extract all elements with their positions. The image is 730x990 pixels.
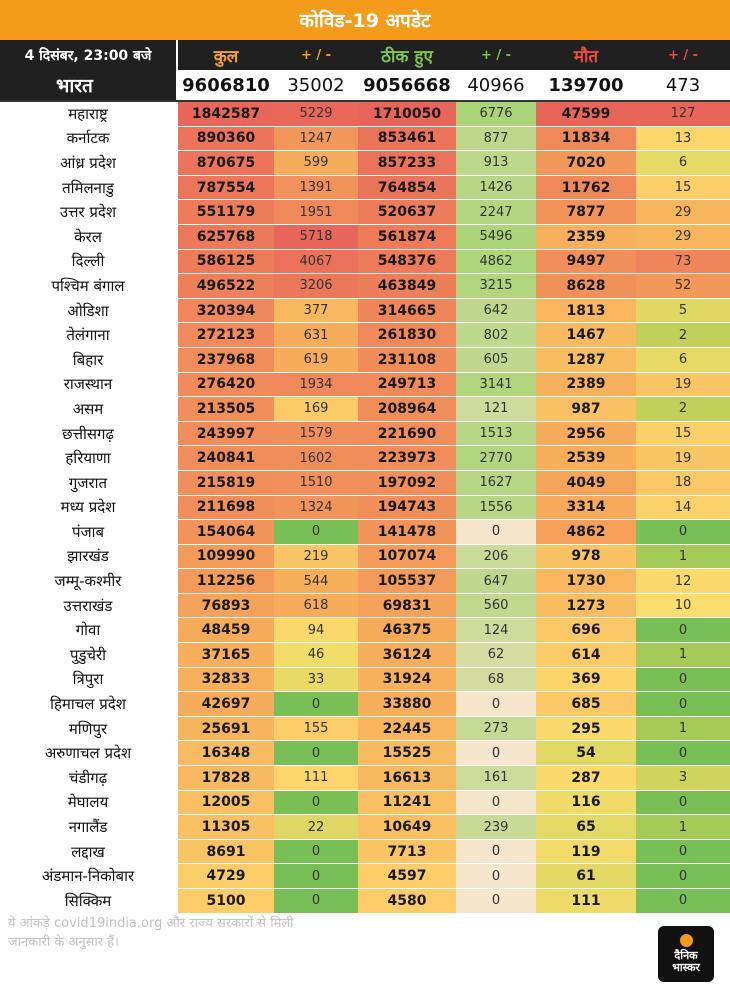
state-deaths: 11762 xyxy=(536,176,636,200)
state-total-change: 631 xyxy=(274,323,358,347)
state-deaths-change: 14 xyxy=(636,496,730,520)
logo-line1: दैनिक xyxy=(674,949,698,962)
state-deaths-change: 29 xyxy=(636,200,730,224)
state-total: 211698 xyxy=(178,496,274,520)
state-recovered-change: 3215 xyxy=(456,274,536,298)
state-recovered-change: 273 xyxy=(456,717,536,741)
state-recovered: 221690 xyxy=(358,422,456,446)
state-total: 276420 xyxy=(178,373,274,397)
state-total: 237968 xyxy=(178,348,274,372)
state-deaths: 987 xyxy=(536,397,636,421)
state-total: 586125 xyxy=(178,250,274,274)
table-header-row xyxy=(0,40,730,70)
state-deaths: 4862 xyxy=(536,520,636,544)
state-total: 76893 xyxy=(178,594,274,618)
state-deaths-change: 0 xyxy=(636,864,730,888)
state-deaths: 65 xyxy=(536,815,636,839)
state-recovered: 4580 xyxy=(358,889,456,913)
state-recovered: 314665 xyxy=(358,299,456,323)
state-name: जम्मू-कश्मीर xyxy=(0,569,178,593)
state-total: 240841 xyxy=(178,446,274,470)
state-name: अंडमान-निकोबार xyxy=(0,864,178,888)
state-total-change: 0 xyxy=(274,741,358,765)
state-name: हिमाचल प्रदेश xyxy=(0,692,178,716)
state-deaths: 47599 xyxy=(536,102,636,126)
table-row xyxy=(0,250,730,275)
covid-table xyxy=(0,40,730,914)
table-row xyxy=(0,225,730,250)
state-deaths-change: 0 xyxy=(636,741,730,765)
state-total-change: 1324 xyxy=(274,496,358,520)
state-total-change: 219 xyxy=(274,545,358,569)
state-total: 25691 xyxy=(178,717,274,741)
table-row xyxy=(0,741,730,766)
page-title: कोविड-19 अपडेट xyxy=(0,0,730,40)
state-total: 109990 xyxy=(178,545,274,569)
table-row xyxy=(0,815,730,840)
state-total-change: 5229 xyxy=(274,102,358,126)
state-total-change: 94 xyxy=(274,618,358,642)
state-name: बिहार xyxy=(0,348,178,372)
state-deaths-change: 1 xyxy=(636,717,730,741)
state-recovered: 46375 xyxy=(358,618,456,642)
state-name: राजस्थान xyxy=(0,373,178,397)
state-recovered: 31924 xyxy=(358,668,456,692)
total-change-header: + / - xyxy=(300,47,332,63)
state-recovered-change: 6776 xyxy=(456,102,536,126)
state-deaths: 287 xyxy=(536,766,636,790)
deaths-change-header: + / - xyxy=(667,47,699,63)
state-total-change: 111 xyxy=(274,766,358,790)
state-name: ओडिशा xyxy=(0,299,178,323)
recovered-change-header: + / - xyxy=(480,47,512,63)
state-total: 215819 xyxy=(178,471,274,495)
state-recovered: 141478 xyxy=(358,520,456,544)
state-total: 48459 xyxy=(178,618,274,642)
state-recovered: 107074 xyxy=(358,545,456,569)
state-name: महाराष्ट्र xyxy=(0,102,178,126)
state-recovered: 11241 xyxy=(358,791,456,815)
state-total: 154064 xyxy=(178,520,274,544)
state-deaths-change: 1 xyxy=(636,643,730,667)
state-deaths: 3314 xyxy=(536,496,636,520)
state-total: 12005 xyxy=(178,791,274,815)
state-recovered-change: 1556 xyxy=(456,496,536,520)
table-row xyxy=(0,348,730,373)
table-row xyxy=(0,176,730,201)
state-recovered: 69831 xyxy=(358,594,456,618)
state-deaths: 1730 xyxy=(536,569,636,593)
state-deaths-change: 2 xyxy=(636,397,730,421)
state-recovered-change: 0 xyxy=(456,840,536,864)
state-name: पश्चिम बंगाल xyxy=(0,274,178,298)
state-deaths: 61 xyxy=(536,864,636,888)
table-row xyxy=(0,151,730,176)
state-deaths: 369 xyxy=(536,668,636,692)
state-deaths: 54 xyxy=(536,741,636,765)
table-row xyxy=(0,397,730,422)
state-recovered: 194743 xyxy=(358,496,456,520)
state-name: झारखंड xyxy=(0,545,178,569)
state-recovered: 249713 xyxy=(358,373,456,397)
state-total-change: 1391 xyxy=(274,176,358,200)
state-recovered-change: 1513 xyxy=(456,422,536,446)
table-row xyxy=(0,889,730,914)
state-deaths-change: 0 xyxy=(636,791,730,815)
state-deaths: 7020 xyxy=(536,151,636,175)
state-total-change: 1951 xyxy=(274,200,358,224)
state-name: आंध्र प्रदेश xyxy=(0,151,178,175)
state-recovered-change: 560 xyxy=(456,594,536,618)
state-deaths-change: 0 xyxy=(636,520,730,544)
state-total-change: 599 xyxy=(274,151,358,175)
state-recovered: 1710050 xyxy=(358,102,456,126)
state-recovered-change: 913 xyxy=(456,151,536,175)
state-deaths: 1273 xyxy=(536,594,636,618)
state-name: लद्दाख xyxy=(0,840,178,864)
state-deaths: 696 xyxy=(536,618,636,642)
state-recovered-change: 161 xyxy=(456,766,536,790)
table-row xyxy=(0,299,730,324)
state-total-change: 0 xyxy=(274,889,358,913)
state-name: चंडीगढ़ xyxy=(0,766,178,790)
state-recovered: 33880 xyxy=(358,692,456,716)
state-deaths-change: 6 xyxy=(636,151,730,175)
state-total-change: 1934 xyxy=(274,373,358,397)
state-deaths-change: 15 xyxy=(636,422,730,446)
state-deaths: 2956 xyxy=(536,422,636,446)
state-recovered: 231108 xyxy=(358,348,456,372)
state-total: 11305 xyxy=(178,815,274,839)
state-total-change: 1247 xyxy=(274,127,358,151)
table-row xyxy=(0,520,730,545)
state-recovered: 520637 xyxy=(358,200,456,224)
national-deaths: 139700 xyxy=(548,74,624,96)
state-total: 551179 xyxy=(178,200,274,224)
state-recovered: 261830 xyxy=(358,323,456,347)
state-recovered: 105537 xyxy=(358,569,456,593)
state-total: 42697 xyxy=(178,692,274,716)
state-deaths: 978 xyxy=(536,545,636,569)
state-total: 17828 xyxy=(178,766,274,790)
state-deaths: 2359 xyxy=(536,225,636,249)
state-deaths-change: 6 xyxy=(636,348,730,372)
state-deaths-change: 12 xyxy=(636,569,730,593)
state-deaths-change: 15 xyxy=(636,176,730,200)
state-recovered: 223973 xyxy=(358,446,456,470)
state-recovered-change: 239 xyxy=(456,815,536,839)
table-row xyxy=(0,422,730,447)
state-recovered-change: 1627 xyxy=(456,471,536,495)
state-total-change: 544 xyxy=(274,569,358,593)
state-deaths-change: 18 xyxy=(636,471,730,495)
logo-line2: भास्कर xyxy=(672,961,700,974)
table-row xyxy=(0,618,730,643)
state-total-change: 3206 xyxy=(274,274,358,298)
state-total: 272123 xyxy=(178,323,274,347)
state-deaths-change: 5 xyxy=(636,299,730,323)
state-recovered: 15525 xyxy=(358,741,456,765)
state-recovered-change: 877 xyxy=(456,127,536,151)
state-name: असम xyxy=(0,397,178,421)
state-recovered: 764854 xyxy=(358,176,456,200)
state-total: 32833 xyxy=(178,668,274,692)
state-recovered: 208964 xyxy=(358,397,456,421)
state-recovered: 197092 xyxy=(358,471,456,495)
state-deaths-change: 10 xyxy=(636,594,730,618)
state-deaths-change: 0 xyxy=(636,618,730,642)
table-row xyxy=(0,668,730,693)
state-name: मध्य प्रदेश xyxy=(0,496,178,520)
national-recovered-change: 40966 xyxy=(467,74,525,96)
state-total-change: 1510 xyxy=(274,471,358,495)
state-deaths: 4049 xyxy=(536,471,636,495)
state-total-change: 0 xyxy=(274,840,358,864)
state-deaths-change: 73 xyxy=(636,250,730,274)
state-name: तेलंगाना xyxy=(0,323,178,347)
state-name: उत्तर प्रदेश xyxy=(0,200,178,224)
state-recovered: 36124 xyxy=(358,643,456,667)
state-total-change: 619 xyxy=(274,348,358,372)
state-recovered-change: 0 xyxy=(456,741,536,765)
state-recovered-change: 206 xyxy=(456,545,536,569)
state-recovered-change: 3141 xyxy=(456,373,536,397)
state-total: 320394 xyxy=(178,299,274,323)
state-recovered: 857233 xyxy=(358,151,456,175)
state-recovered-change: 2770 xyxy=(456,446,536,470)
state-total-change: 46 xyxy=(274,643,358,667)
table-row xyxy=(0,643,730,668)
table-row xyxy=(0,791,730,816)
table-row xyxy=(0,274,730,299)
state-total: 625768 xyxy=(178,225,274,249)
state-total: 787554 xyxy=(178,176,274,200)
state-total-change: 0 xyxy=(274,520,358,544)
table-row xyxy=(0,496,730,521)
state-total: 213505 xyxy=(178,397,274,421)
state-name: तमिलनाडु xyxy=(0,176,178,200)
state-deaths-change: 13 xyxy=(636,127,730,151)
state-total-change: 4067 xyxy=(274,250,358,274)
state-deaths-change: 1 xyxy=(636,545,730,569)
state-total: 243997 xyxy=(178,422,274,446)
recovered-header: ठीक हुए xyxy=(381,46,433,67)
state-recovered: 561874 xyxy=(358,225,456,249)
state-name: सिक्किम xyxy=(0,889,178,913)
state-total: 5100 xyxy=(178,889,274,913)
state-total: 870675 xyxy=(178,151,274,175)
state-total-change: 33 xyxy=(274,668,358,692)
state-deaths-change: 29 xyxy=(636,225,730,249)
state-recovered-change: 4862 xyxy=(456,250,536,274)
national-name: भारत xyxy=(0,70,178,100)
national-total-change: 35002 xyxy=(287,74,345,96)
state-deaths-change: 127 xyxy=(636,102,730,126)
date-header: 4 दिसंबर, 23:00 बजे xyxy=(0,40,178,70)
state-recovered: 16613 xyxy=(358,766,456,790)
state-deaths: 1287 xyxy=(536,348,636,372)
state-name: हरियाणा xyxy=(0,446,178,470)
state-deaths: 116 xyxy=(536,791,636,815)
state-deaths-change: 3 xyxy=(636,766,730,790)
state-total: 890360 xyxy=(178,127,274,151)
table-row xyxy=(0,200,730,225)
table-row xyxy=(0,102,730,127)
state-deaths-change: 19 xyxy=(636,373,730,397)
state-deaths-change: 0 xyxy=(636,692,730,716)
table-row xyxy=(0,569,730,594)
state-recovered-change: 121 xyxy=(456,397,536,421)
state-recovered: 22445 xyxy=(358,717,456,741)
state-deaths-change: 52 xyxy=(636,274,730,298)
state-deaths: 1813 xyxy=(536,299,636,323)
state-total: 496522 xyxy=(178,274,274,298)
state-name: उत्तराखंड xyxy=(0,594,178,618)
state-recovered-change: 0 xyxy=(456,692,536,716)
state-total: 8691 xyxy=(178,840,274,864)
state-deaths: 2389 xyxy=(536,373,636,397)
state-recovered: 853461 xyxy=(358,127,456,151)
state-recovered-change: 647 xyxy=(456,569,536,593)
state-recovered-change: 642 xyxy=(456,299,536,323)
state-total-change: 377 xyxy=(274,299,358,323)
state-rows xyxy=(0,102,730,914)
state-name: त्रिपुरा xyxy=(0,668,178,692)
state-deaths: 11834 xyxy=(536,127,636,151)
state-total-change: 1579 xyxy=(274,422,358,446)
state-recovered-change: 68 xyxy=(456,668,536,692)
state-recovered: 7713 xyxy=(358,840,456,864)
state-total-change: 155 xyxy=(274,717,358,741)
table-row xyxy=(0,766,730,791)
table-row xyxy=(0,471,730,496)
state-deaths-change: 0 xyxy=(636,668,730,692)
state-deaths: 8628 xyxy=(536,274,636,298)
state-name: गोवा xyxy=(0,618,178,642)
table-row xyxy=(0,864,730,889)
state-total: 4729 xyxy=(178,864,274,888)
state-deaths: 111 xyxy=(536,889,636,913)
table-row xyxy=(0,127,730,152)
state-name: मेघालय xyxy=(0,791,178,815)
state-deaths: 119 xyxy=(536,840,636,864)
state-recovered-change: 5496 xyxy=(456,225,536,249)
state-recovered-change: 1426 xyxy=(456,176,536,200)
state-recovered-change: 0 xyxy=(456,864,536,888)
state-deaths: 1467 xyxy=(536,323,636,347)
state-deaths: 614 xyxy=(536,643,636,667)
state-total: 16348 xyxy=(178,741,274,765)
state-recovered-change: 2247 xyxy=(456,200,536,224)
national-row xyxy=(0,70,730,102)
state-recovered-change: 0 xyxy=(456,791,536,815)
state-name: नगालैंड xyxy=(0,815,178,839)
state-deaths-change: 0 xyxy=(636,840,730,864)
state-name: पंजाब xyxy=(0,520,178,544)
state-recovered: 463849 xyxy=(358,274,456,298)
state-deaths-change: 0 xyxy=(636,889,730,913)
state-name: अरुणाचल प्रदेश xyxy=(0,741,178,765)
state-deaths-change: 2 xyxy=(636,323,730,347)
state-deaths: 295 xyxy=(536,717,636,741)
state-total: 37165 xyxy=(178,643,274,667)
table-row xyxy=(0,594,730,619)
state-deaths: 685 xyxy=(536,692,636,716)
state-recovered-change: 605 xyxy=(456,348,536,372)
state-recovered-change: 62 xyxy=(456,643,536,667)
state-total-change: 5718 xyxy=(274,225,358,249)
state-name: मणिपुर xyxy=(0,717,178,741)
state-deaths-change: 19 xyxy=(636,446,730,470)
table-row xyxy=(0,840,730,865)
national-total: 9606810 xyxy=(182,74,270,96)
state-total-change: 0 xyxy=(274,864,358,888)
state-name: केरल xyxy=(0,225,178,249)
sun-icon xyxy=(680,934,693,947)
state-recovered-change: 0 xyxy=(456,889,536,913)
table-row xyxy=(0,446,730,471)
state-recovered: 10649 xyxy=(358,815,456,839)
state-recovered-change: 124 xyxy=(456,618,536,642)
state-deaths: 2539 xyxy=(536,446,636,470)
state-name: दिल्ली xyxy=(0,250,178,274)
state-recovered-change: 0 xyxy=(456,520,536,544)
national-recovered: 9056668 xyxy=(363,74,451,96)
state-total-change: 22 xyxy=(274,815,358,839)
national-deaths-change: 473 xyxy=(665,74,701,96)
table-row xyxy=(0,717,730,742)
table-row xyxy=(0,545,730,570)
table-row xyxy=(0,692,730,717)
state-name: पुडुचेरी xyxy=(0,643,178,667)
state-deaths: 7877 xyxy=(536,200,636,224)
state-total-change: 618 xyxy=(274,594,358,618)
source-footnote: ये आंकड़े covid19india.org और राज्य सरकारों से मिली जानकारी के अनुसार हैं। xyxy=(8,916,294,950)
state-deaths: 9497 xyxy=(536,250,636,274)
state-deaths-change: 1 xyxy=(636,815,730,839)
table-row xyxy=(0,323,730,348)
state-total-change: 0 xyxy=(274,692,358,716)
state-recovered: 548376 xyxy=(358,250,456,274)
state-name: गुजरात xyxy=(0,471,178,495)
state-name: कर्नाटक xyxy=(0,127,178,151)
table-row xyxy=(0,373,730,398)
state-recovered-change: 802 xyxy=(456,323,536,347)
state-name: छत्तीसगढ़ xyxy=(0,422,178,446)
total-header: कुल xyxy=(213,46,239,67)
dainik-bhaskar-logo xyxy=(658,926,714,982)
state-total-change: 0 xyxy=(274,791,358,815)
deaths-header: मौत xyxy=(573,46,599,67)
state-total-change: 1602 xyxy=(274,446,358,470)
state-total: 112256 xyxy=(178,569,274,593)
state-total: 1842587 xyxy=(178,102,274,126)
state-recovered: 4597 xyxy=(358,864,456,888)
state-total-change: 169 xyxy=(274,397,358,421)
